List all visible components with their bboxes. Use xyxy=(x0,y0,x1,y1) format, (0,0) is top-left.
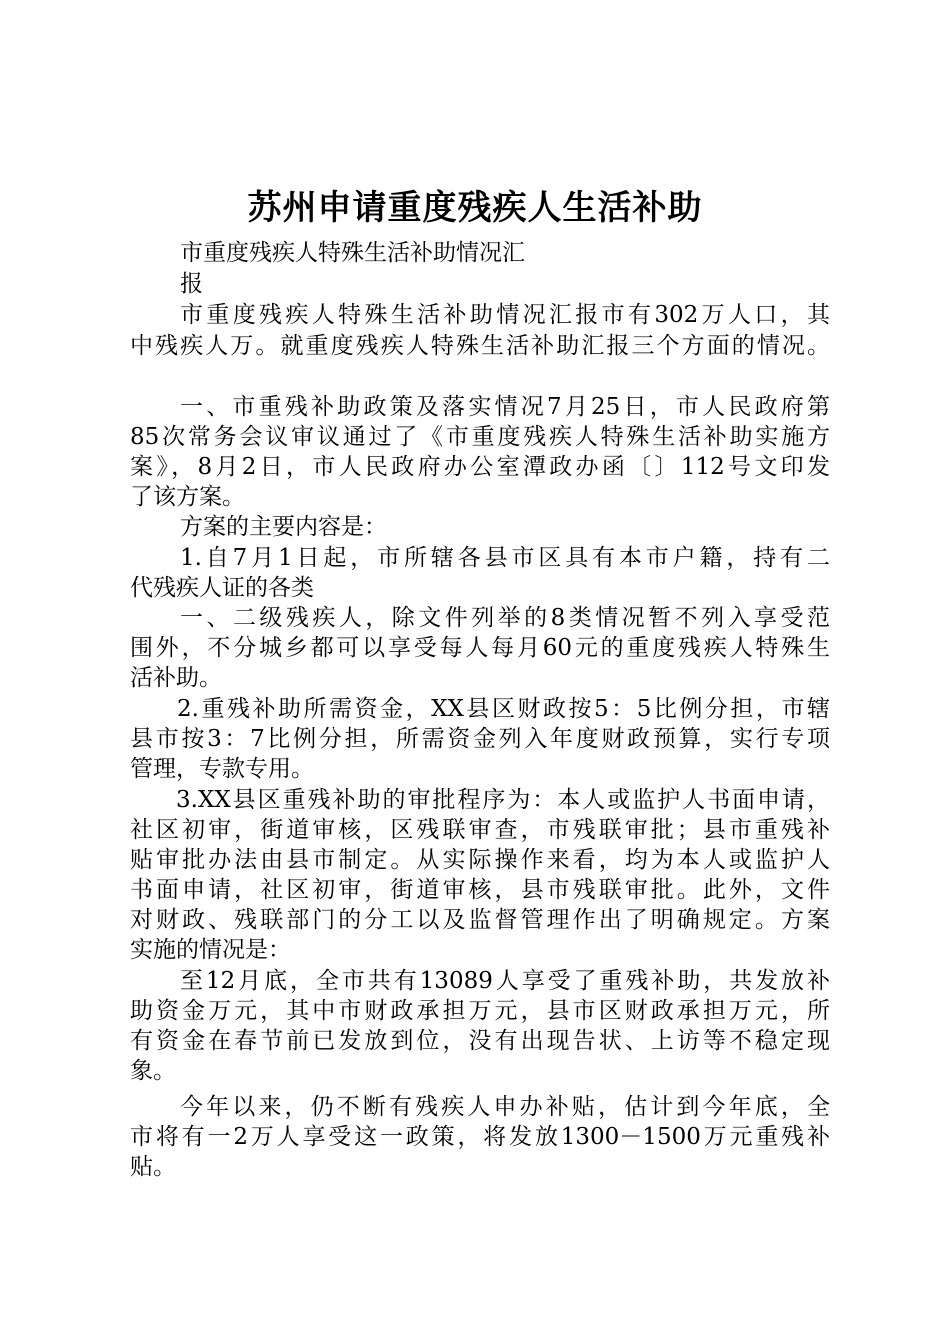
paragraph-line: 中残疾人万。就重度残疾人特殊生活补助汇报三个方面的情况。 xyxy=(130,333,830,359)
paragraph-line: 1.自7月1日起，市所辖各县市区具有本市户籍，持有二 xyxy=(180,545,830,571)
paragraph-line: 至12月底，全市共有13089人享受了重残补助，共发放补 xyxy=(180,968,830,994)
paragraph-line: 社区初审，街道审核，区残联审查，市残联审批；县市重残补 xyxy=(130,817,830,843)
paragraph-line: 围外，不分城乡都可以享受每人每月60元的重度残疾人特殊生 xyxy=(130,635,830,661)
paragraph-line: 2.重残补助所需资金，XX县区财政按5：5比例分担，市辖 xyxy=(177,696,830,722)
paragraph-line: 一、二级残疾人，除文件列举的8类情况暂不列入享受范 xyxy=(180,605,830,631)
paragraph-line: 方案的主要内容是： xyxy=(180,514,387,540)
paragraph-line: 有资金在春节前已发放到位，没有出现告状、上访等不稳定现 xyxy=(130,1028,830,1054)
paragraph-line: 市重度残疾人特殊生活补助情况汇 xyxy=(180,240,525,266)
paragraph-line: 案》，8月2日，市人民政府办公室潭政办函〔〕112号文印发 xyxy=(130,454,830,480)
paragraph-line: 一、市重残补助政策及落实情况7月25日，市人民政府第 xyxy=(180,394,830,420)
document-title: 苏州申请重度残疾人生活补助 xyxy=(247,188,703,228)
paragraph-line: 3.XX县区重残补助的审批程序为：本人或监护人书面申请， xyxy=(176,787,830,813)
paragraph-line: 市重度残疾人特殊生活补助情况汇报市有302万人口，其 xyxy=(180,302,830,328)
paragraph-line: 活补助。 xyxy=(130,665,222,691)
paragraph-line: 85次常务会议审议通过了《市重度残疾人特殊生活补助实施方 xyxy=(130,424,830,450)
paragraph-line: 书面申请，社区初审，街道审核，县市残联审批。此外，文件 xyxy=(130,877,830,903)
paragraph-line: 象。 xyxy=(130,1058,176,1084)
paragraph-line: 管理，专款专用。 xyxy=(130,756,314,782)
paragraph-line: 对财政、残联部门的分工以及监督管理作出了明确规定。方案 xyxy=(130,907,830,933)
paragraph-line: 市将有一2万人享受这一政策，将发放1300－1500万元重残补 xyxy=(130,1124,830,1150)
paragraph-line: 今年以来，仍不断有残疾人申办补贴，估计到今年底，全 xyxy=(180,1094,830,1120)
paragraph-line: 助资金万元，其中市财政承担万元，县市区财政承担万元，所 xyxy=(130,998,830,1024)
paragraph-line: 了该方案。 xyxy=(130,484,245,510)
paragraph-line: 县市按3：7比例分担，所需资金列入年度财政预算，实行专项 xyxy=(130,726,830,752)
paragraph-line: 贴审批办法由县市制定。从实际操作来看，均为本人或监护人 xyxy=(130,847,830,873)
paragraph-line: 实施的情况是： xyxy=(130,937,291,963)
paragraph-line: 代残疾人证的各类 xyxy=(130,575,314,601)
paragraph-line: 贴。 xyxy=(130,1154,176,1180)
paragraph-line: 报 xyxy=(180,271,203,297)
